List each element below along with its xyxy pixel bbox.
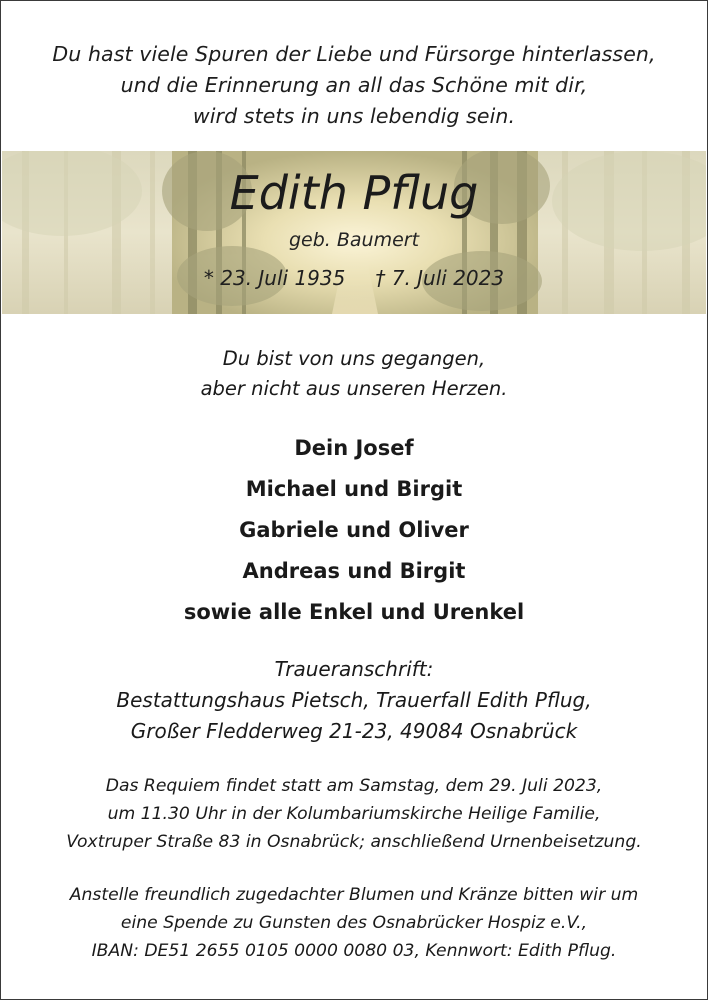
motto-line: Du bist von uns gegangen, [222,347,486,370]
motto-line: aber nicht aus unseren Herzen. [200,377,508,400]
life-dates [2,266,706,290]
mourner: sowie alle Enkel und Urenkel [183,600,525,624]
birth-date: * 23. Juli 1935 [203,266,346,290]
quote-line: und die Erinnerung an all das Schöne mit dir, [120,73,588,97]
birth-name: geb. Baumert [288,229,420,251]
donation-info [1,881,707,965]
quote-line: wird stets in uns lebendig sein. [192,104,516,128]
address-line: Traueranschrift: [274,657,434,681]
forest-banner [2,151,706,314]
motto [1,344,707,404]
service-line: Voxtruper Straße 83 in Osnabrück; anschließend Urnenbeisetzung. [66,832,642,852]
address-line: Bestattungshaus Pietsch, Trauerfall Edith Pflug, [116,688,592,712]
requiem-info [1,772,707,856]
service-line: um 11.30 Uhr in der Kolumbariumskirche Heilige Familie, [107,804,601,824]
mourner: Michael und Birgit [245,477,463,501]
donation-line: IBAN: DE51 2655 0105 0000 0080 03, Kennwort: Edith Pflug. [91,941,617,961]
service-line: Das Requiem findet statt am Samstag, dem 29. Juli 2023, [105,776,603,796]
address-line: Großer Fledderweg 21-23, 49084 Osnabrück [130,719,578,743]
memorial-quote [1,39,707,132]
donation-line: eine Spende zu Gunsten des Osnabrücker Hospiz e.V., [120,913,588,933]
mourners-list [1,428,707,633]
mourning-address [1,654,707,747]
mourner: Andreas und Birgit [242,559,466,583]
mourner: Dein Josef [294,436,414,460]
mourner: Gabriele und Oliver [239,518,469,542]
deceased-name: Edith Pflug [229,166,479,220]
donation-line: Anstelle freundlich zugedachter Blumen und Kränze bitten wir um [69,885,639,905]
death-date: † 7. Juli 2023 [375,266,505,290]
quote-line: Du hast viele Spuren der Liebe und Fürsorge hinterlassen, [52,42,656,66]
